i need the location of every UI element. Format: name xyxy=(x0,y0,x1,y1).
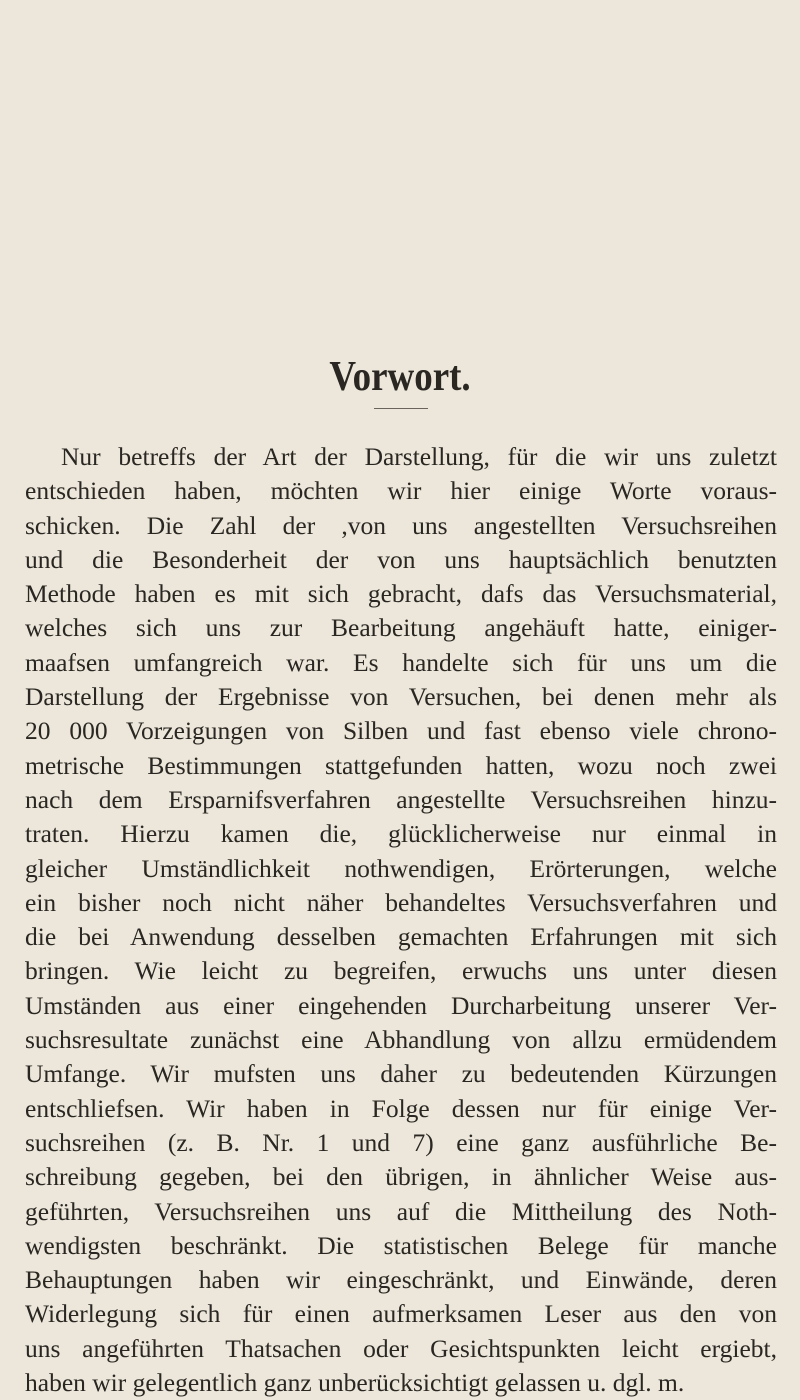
text-line: entschieden haben, möchten wir hier einige Worte voraus- xyxy=(25,476,777,506)
text-line: Widerlegung sich für einen aufmerksamen Leser aus den von xyxy=(25,1299,777,1329)
text-line: maafsen umfangreich war. Es handelte sich für uns um die xyxy=(25,647,777,677)
text-line: Methode haben es mit sich gebracht, dafs das Versuchsmaterial, xyxy=(25,579,777,609)
text-line: uns angeführten Thatsachen oder Gesichtspunkten leicht ergiebt, xyxy=(25,1333,777,1363)
text-line: Behauptungen haben wir eingeschränkt, und Einwände, deren xyxy=(25,1265,777,1295)
text-line: entschliefsen. Wir haben in Folge dessen nur für einige Ver- xyxy=(25,1093,777,1123)
text-line: 20 000 Vorzeigungen von Silben und fast ebenso viele chrono- xyxy=(25,716,777,746)
title-divider xyxy=(374,408,428,409)
text-line: schreibung gegeben, bei den übrigen, in ähnlicher Weise aus- xyxy=(25,1162,777,1192)
text-line: nach dem Ersparnifsverfahren angestellte Versuchsreihen hinzu- xyxy=(25,784,777,814)
text-line: Nur betreffs der Art der Darstellung, für die wir uns zuletzt xyxy=(61,442,777,471)
text-line: die bei Anwendung desselben gemachten Erfahrungen mit sich xyxy=(25,922,777,952)
text-line: suchsreihen (z. B. Nr. 1 und 7) eine ganz ausführliche Be- xyxy=(25,1127,777,1157)
text-line: haben wir gelegentlich ganz unberücksichtigt gelassen u. dgl. m. xyxy=(25,1368,685,1398)
text-line: welches sich uns zur Bearbeitung angehäuft hatte, einiger- xyxy=(25,613,777,643)
page-title: Vorwort. xyxy=(329,354,471,400)
text-line: und die Besonderheit der von uns hauptsächlich benutzten xyxy=(25,544,777,574)
text-line: Darstellung der Ergebnisse von Versuchen, bei denen mehr als xyxy=(25,682,777,712)
text-line: schicken. Die Zahl der ,von uns angestellten Versuchsreihen xyxy=(25,510,777,540)
text-line: gleicher Umständlichkeit nothwendigen, Erörterungen, welche xyxy=(25,853,777,883)
text-line: Umständen aus einer eingehenden Durcharbeitung unserer Ver- xyxy=(25,990,777,1020)
text-line: metrische Bestimmungen stattgefunden hatten, wozu noch zwei xyxy=(25,750,777,780)
body-paragraph xyxy=(25,440,777,1400)
text-line: geführten, Versuchsreihen uns auf die Mittheilung des Noth- xyxy=(25,1196,777,1226)
text-line: traten. Hierzu kamen die, glücklicherweise nur einmal in xyxy=(25,819,777,849)
text-line: suchsresultate zunächst eine Abhandlung von allzu ermüdendem xyxy=(25,1025,777,1055)
text-line: bringen. Wie leicht zu begreifen, erwuchs uns unter diesen xyxy=(25,956,777,986)
text-line: wendigsten beschränkt. Die statistischen Belege für manche xyxy=(25,1230,777,1260)
text-line: ein bisher noch nicht näher behandeltes Versuchsverfahren und xyxy=(25,887,777,917)
text-line: Umfange. Wir mufsten uns daher zu bedeutenden Kürzungen xyxy=(25,1059,777,1089)
